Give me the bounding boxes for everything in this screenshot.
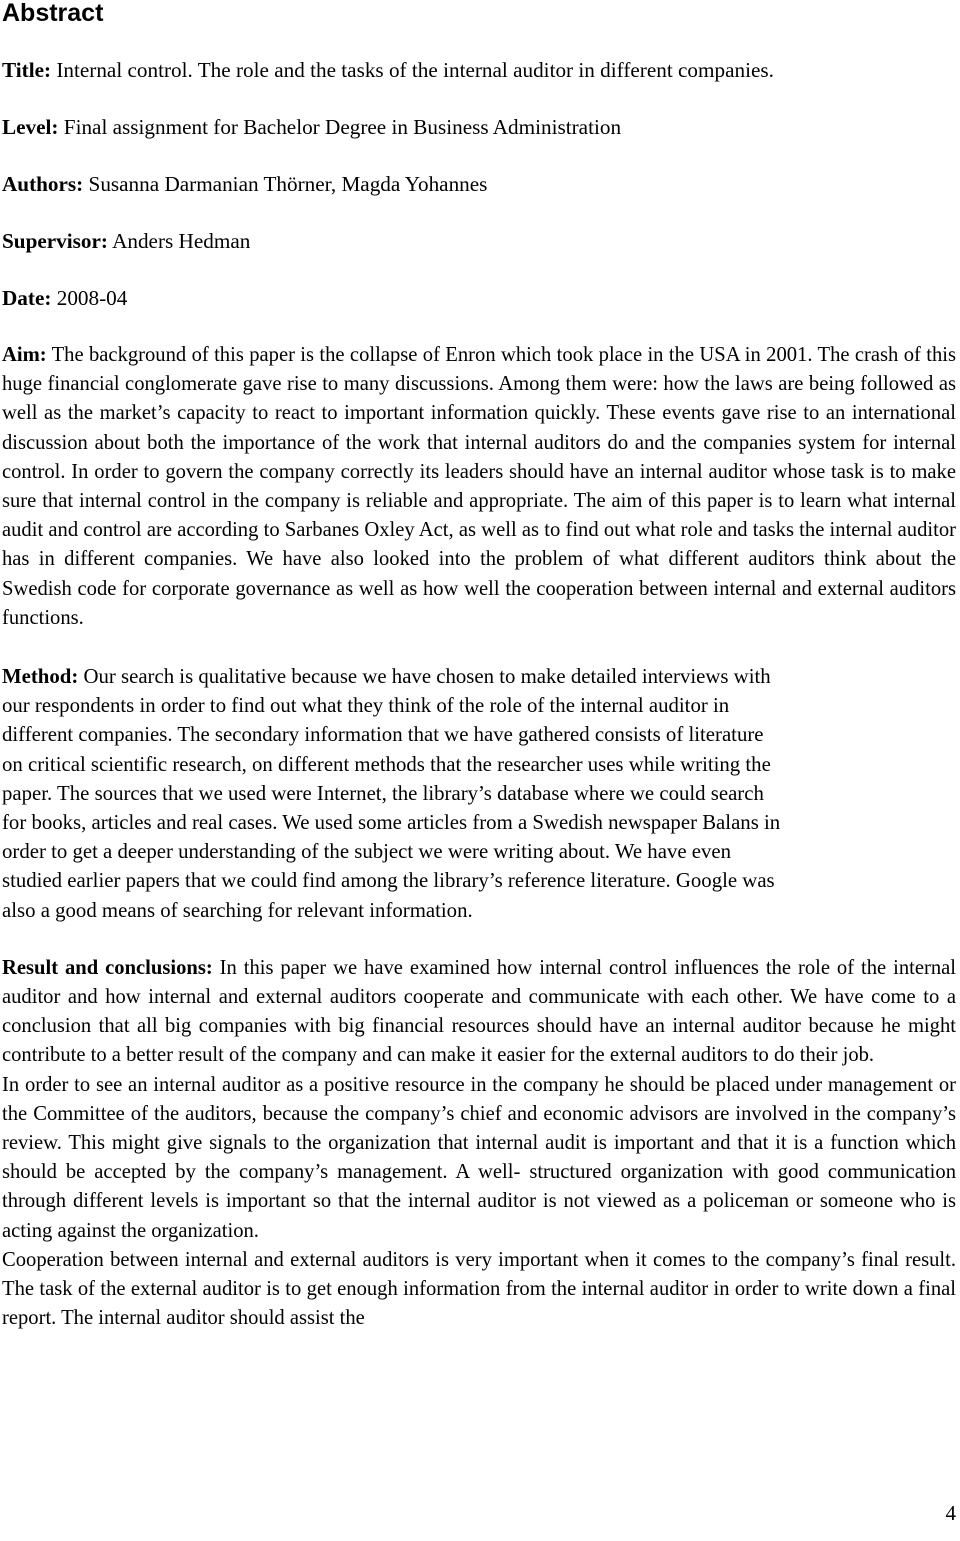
date-value: 2008-04 [51,286,128,310]
meta-date [2,284,956,313]
method-line: for books, articles and real cases. We used some articles from a Swedish newspaper Balans in [2,811,781,835]
method-line: Our search is qualitative because we have chosen to make detailed interviews with [78,665,771,689]
method-line: order to get a deeper understanding of the subject we were writing about. We have even [2,840,732,864]
supervisor-label: Supervisor: [2,229,108,253]
supervisor-value: Anders Hedman [107,229,251,253]
level-label: Level: [2,115,59,139]
method-line: studied earlier papers that we could find among the library’s reference literature. Google was [2,869,775,893]
method-line: also a good means of searching for relevant information. [2,898,473,922]
meta-title [2,56,956,85]
meta-level [2,113,956,142]
title-label: Title: [2,58,52,82]
result-text: In this paper we have examined how internal control influences the role of the internal auditor and how internal and external auditors cooperate and communicate with each other. We have come to a conclusion that all big companies with big financial resources should have an internal auditor because he might contribute to a better result of the company and can make it easier for the external auditors to do their job. [2,956,956,1067]
aim-paragraph [2,341,956,633]
result-paragraph [2,954,956,1071]
authors-value: Susanna Darmanian Thörner, Magda Yohannes [83,172,488,196]
title-value: Internal control. The role and the tasks of the internal auditor in different companies. [51,58,774,82]
result-paragraph-2: In order to see an internal auditor as a positive resource in the company he should be placed under management or the Committee of the auditors, because the company’s chief and economic advisors are involved in the company’s review. This might give signals to the organization that internal audit is important and that it is a function which should be accepted by the company’s management. A well- structured organization with good communication through different levels is important so that the internal auditor is not viewed as a policeman or someone who is acting against the organization. [2,1073,956,1242]
method-line: on critical scientific research, on different methods that the researcher uses while writing the [2,752,771,776]
method-line: different companies. The secondary information that we have gathered consists of literature [2,723,764,747]
method-paragraph [2,662,956,925]
result-label: Result and conclusions: [2,956,213,979]
document-page [2,0,956,1334]
method-line: paper. The sources that we used were Internet, the library’s database where we could search [2,781,764,805]
meta-authors [2,170,956,199]
authors-label: Authors: [2,172,84,196]
date-label: Date: [2,286,52,310]
result-paragraph-3: Cooperation between internal and external auditors is very important when it comes to the company’s final result. The task of the external auditor is to get enough information from the internal auditor in order to write down a final report. The internal auditor should assist the [2,1248,956,1330]
aim-text: The background of this paper is the collapse of Enron which took place in the USA in 2001. The crash of this huge financial conglomerate gave rise to many discussions. Among them were: how the laws are being followed as well as the market’s capacity to react to important information quickly. These events gave rise to an international discussion about both the importance of the work that internal auditors do and the companies system for internal control. In order to govern the company correctly its leaders should have an internal auditor whose task is to make sure that internal control in the company is reliable and appropriate. The aim of this paper is to learn what internal audit and control are according to Sarbanes Oxley Act, as well as to find out what role and tasks the internal auditor has in different companies. We have also looked into the problem of what different auditors think about the Swedish code for corporate governance as well as how well the cooperation between internal and external auditors functions. [2,344,956,629]
method-label: Method: [2,665,79,689]
aim-label: Aim: [2,344,47,366]
page-number: 4 [945,1501,956,1525]
method-line: our respondents in order to find out what they think of the role of the internal auditor in [2,694,730,718]
meta-supervisor [2,227,956,256]
level-value: Final assignment for Bachelor Degree in Business Administration [58,115,622,139]
abstract-heading: Abstract [2,0,104,27]
